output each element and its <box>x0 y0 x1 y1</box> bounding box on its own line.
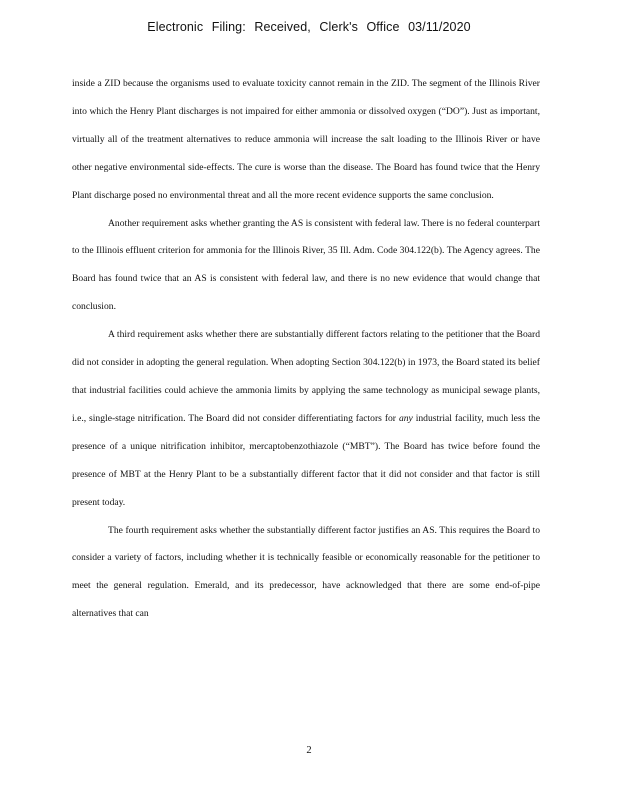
filing-stamp-header: Electronic Filing: Received, Clerk's Office 03/11/2020 <box>147 20 471 34</box>
paragraph-1: inside a ZID because the organisms used to evaluate toxicity cannot remain in the ZID. The segment of the Illinois River into which the Henry Plant discharges is not impaired for either ammonia or dissolved oxygen (“DO”). Just as important, virtually all of the treatment alternatives to reduce ammonia will increase the salt loading to the Illinois River or have other negative environmental side-effects. The cure is worse than the disease. The Board has found twice that the Henry Plant discharge posed no environmental threat and all the more recent evidence supports the same conclusion. <box>72 78 540 201</box>
paragraph-2: Another requirement asks whether granting the AS is consistent with federal law. There is no federal counterpart to the Illinois effluent criterion for ammonia for the Illinois River, 35 Ill. Adm. Code 304.122(b). The Agency agrees. The Board has found twice that an AS is consistent with federal law, and there is no new evidence that would change that conclusion. <box>72 217 540 313</box>
paragraph-3-emphasis: any <box>398 412 413 424</box>
document-body <box>72 70 540 628</box>
page-number: 2 <box>306 745 312 756</box>
paragraph-3-text-after: industrial facility, much less the presence of a unique nitrification inhibitor, mercaptobenzothiazole (“MBT”). The Board has twice before found the presence of MBT at the Henry Plant to be a substantially different factor that it did not consider and that factor is still present today. <box>72 412 540 508</box>
paragraph-3 <box>72 321 540 516</box>
paragraph-3-text-before: A third requirement asks whether there are substantially different factors relating to the petitioner that the Board did not consider in adopting the general regulation. When adopting Section 304.122(b) in 1973, the Board stated its belief that industrial facilities could achieve the ammonia limits by applying the same technology as municipal sewage plants, i.e., single-stage nitrification. The Board did not consider differentiating factors for <box>72 329 540 424</box>
paragraph-4: The fourth requirement asks whether the substantially different factor justifies an AS. This requires the Board to consider a variety of factors, including whether it is technically feasible or economically reasonable for the petitioner to meet the general regulation. Emerald, and its predecessor, have acknowledged that there are some end-of-pipe alternatives that can <box>72 524 540 620</box>
